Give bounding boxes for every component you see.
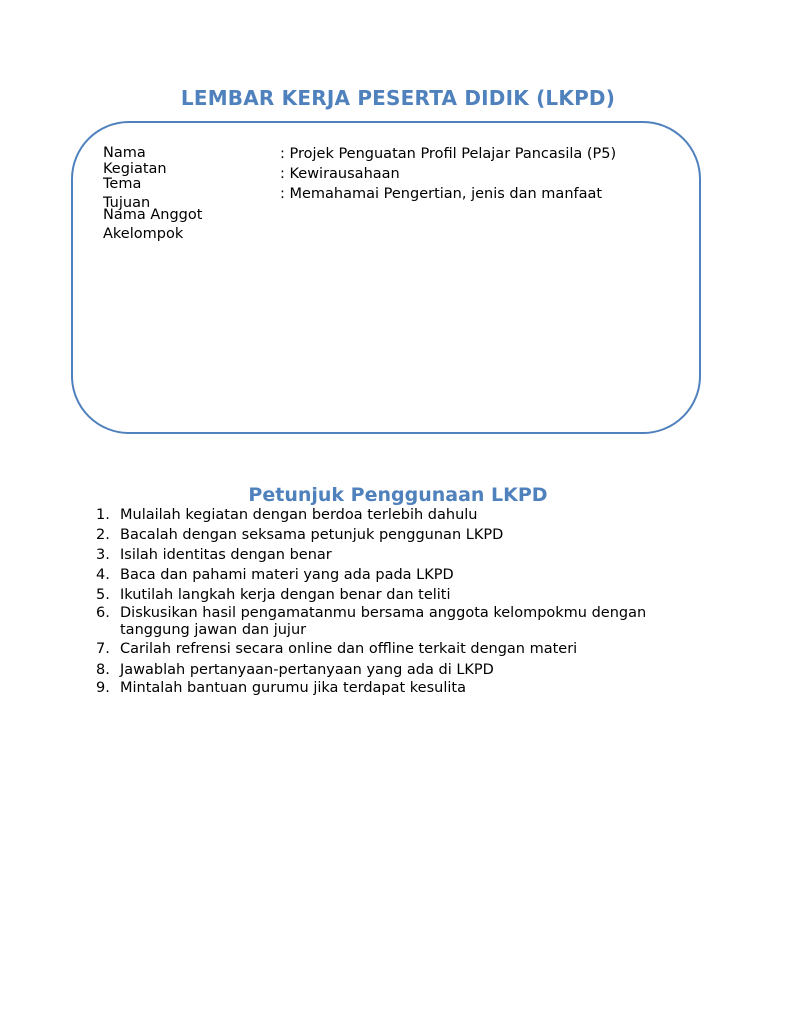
item-number: 4. [96,567,110,583]
list-item [96,587,656,604]
list-item [96,641,656,658]
label-kelompok: Akelompok [103,226,184,242]
value-tema: : Kewirausahaan [280,166,400,182]
list-item [96,547,656,564]
item-number: 8. [96,662,110,678]
value-tujuan: : Memahamai Pengertian, jenis dan manfaat [280,186,603,202]
list-item [96,567,656,584]
item-number: 5. [96,587,110,603]
item-text: Carilah refrensi secara online dan offline terkait dengan materi [120,641,578,657]
item-text: Jawablah pertanyaan-pertanyaan yang ada di LKPD [120,662,494,678]
item-text: Mulailah kegiatan dengan berdoa terlebih dahulu [120,507,478,523]
label-nama: Nama [103,145,146,161]
item-text: Baca dan pahami materi yang ada pada LKPD [120,567,454,583]
identity-labels [103,145,223,242]
item-number: 6. [96,605,110,621]
list-item [96,662,656,679]
item-number: 3. [96,547,110,563]
page-title: LEMBAR KERJA PESERTA DIDIK (LKPD) [180,86,616,110]
instructions-heading: Petunjuk Penggunaan LKPD [248,484,548,506]
label-tema: Tema [103,176,142,192]
item-text: Diskusikan hasil pengamatanmu bersama anggota kelompokmu dengan tanggung jawan dan jujur [120,605,647,638]
list-item [96,527,656,544]
label-tujuan: Tujuan [103,195,151,211]
item-text: Mintalah bantuan gurumu jika terdapat kesulita [120,680,466,696]
list-item [96,605,656,639]
item-text: Ikutilah langkah kerja dengan benar dan teliti [120,587,451,603]
list-item [96,680,656,697]
item-number: 7. [96,641,110,657]
item-number: 1. [96,507,110,523]
value-kegiatan: : Projek Penguatan Profil Pelajar Pancasila (P5) [280,146,617,162]
label-kegiatan: Kegiatan [103,161,167,177]
item-number: 2. [96,527,110,543]
label-nama-anggota: Nama Anggot [103,207,203,223]
list-item [96,507,656,524]
item-text: Bacalah dengan seksama petunjuk penggunan LKPD [120,527,504,543]
item-number: 9. [96,680,110,696]
item-text: Isilah identitas dengan benar [120,547,332,563]
